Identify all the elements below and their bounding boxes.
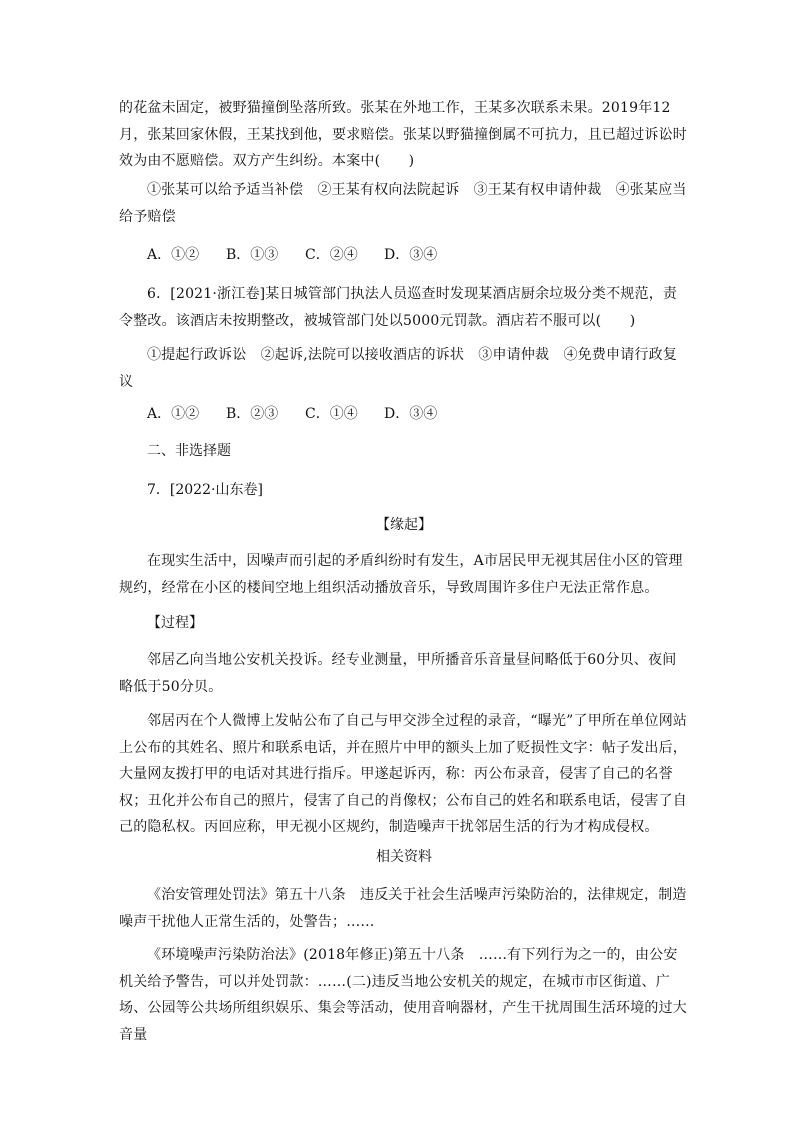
q7-heading: 7．[2022·山东卷] xyxy=(147,482,263,498)
q6-option-c: C．①④ xyxy=(305,406,358,422)
q6-option-d: D．③④ xyxy=(384,406,438,422)
process-title: 【过程】 xyxy=(147,615,203,631)
q6-statements: ①提起行政诉讼 ②起诉,法院可以接收酒店的诉状 ③申请仲裁 ④免费申请行政复议 xyxy=(119,347,678,390)
q5-option-a: A．①② xyxy=(147,247,200,263)
q5-statements: ①张某可以给予适当补偿 ②王某有权向法院起诉 ③王某有权申请仲裁 ④张某应当给予赔偿 xyxy=(119,182,687,225)
material-2: 《环境噪声污染防治法》(2018年修正)第五十八条 ……有下列行为之一的，由公安机关给予警告，可以并处罚款：……(二)违反当地公安机关的规定，在城市市区街道、广场、公园等公共场所组织娱乐、集会等活动，使用音响器材，产生干扰周围生活环境的过大音量 xyxy=(119,947,687,1043)
q6-option-a: A．①② xyxy=(147,406,200,422)
process-paragraph-1: 邻居乙向当地公安机关投诉。经专业测量，甲所播音乐音量昼间略低于60分贝、夜间略低于50分贝。 xyxy=(119,652,677,695)
q5-option-d: D．③④ xyxy=(384,247,438,263)
origin-title: 【缘起】 xyxy=(376,517,432,533)
material-1: 《治安管理处罚法》第五十八条 违反关于社会生活噪声污染防治的，法律规定，制造噪声干扰他人正常生活的，处警告；…… xyxy=(119,887,687,930)
process-paragraph-2: 邻居丙在个人微博上发帖公布了自己与甲交涉全过程的录音，“曝光”了甲所在单位网站上公布的其姓名、照片和联系电话，并在照片中甲的额头上加了贬损性文字：帖子发出后，大量网友拨打甲的电话对其进行指斥。甲遂起诉丙，称：丙公布录音，侵害了自己的名誉权；丑化并公布自己的照片，侵害了自己的肖像权；公布自己的姓名和联系电话，侵害了自己的隐私权。丙回应称，甲无视小区规约，制造噪声干扰邻居生活的行为才构成侵权。 xyxy=(119,713,688,835)
q6-options xyxy=(147,404,463,424)
materials-title: 相关资料 xyxy=(376,849,432,865)
q6-stem: 6．[2021·浙江卷]某日城管部门执法人员巡查时发现某酒店厨余垃圾分类不规范，责令整改。该酒店未按期整改，被城管部门处以5000元罚款。酒店若不服可以( ) xyxy=(119,286,678,329)
section-heading: 二、非选择题 xyxy=(147,443,231,459)
q5-stem: 的花盆未固定，被野猫撞倒坠落所致。张某在外地工作，王某多次联系未果。2019年12月，张某回家休假，王某找到他，要求赔偿。张某以野猫撞倒属不可抗力，且已超过诉讼时效为由不愿赔偿。双方产生纠纷。本案中( ) xyxy=(119,100,687,169)
q5-option-b: B．①③ xyxy=(226,247,279,263)
origin-text: 在现实生活中，因噪声而引起的矛盾纠纷时有发生，A市居民甲无视其居住小区的管理规约，经常在小区的楼间空地上组织活动播放音乐，导致周围许多住户无法正常作息。 xyxy=(119,553,683,596)
q5-option-c: C．②④ xyxy=(305,247,358,263)
q5-options xyxy=(147,245,463,265)
q6-option-b: B．②③ xyxy=(226,406,279,422)
